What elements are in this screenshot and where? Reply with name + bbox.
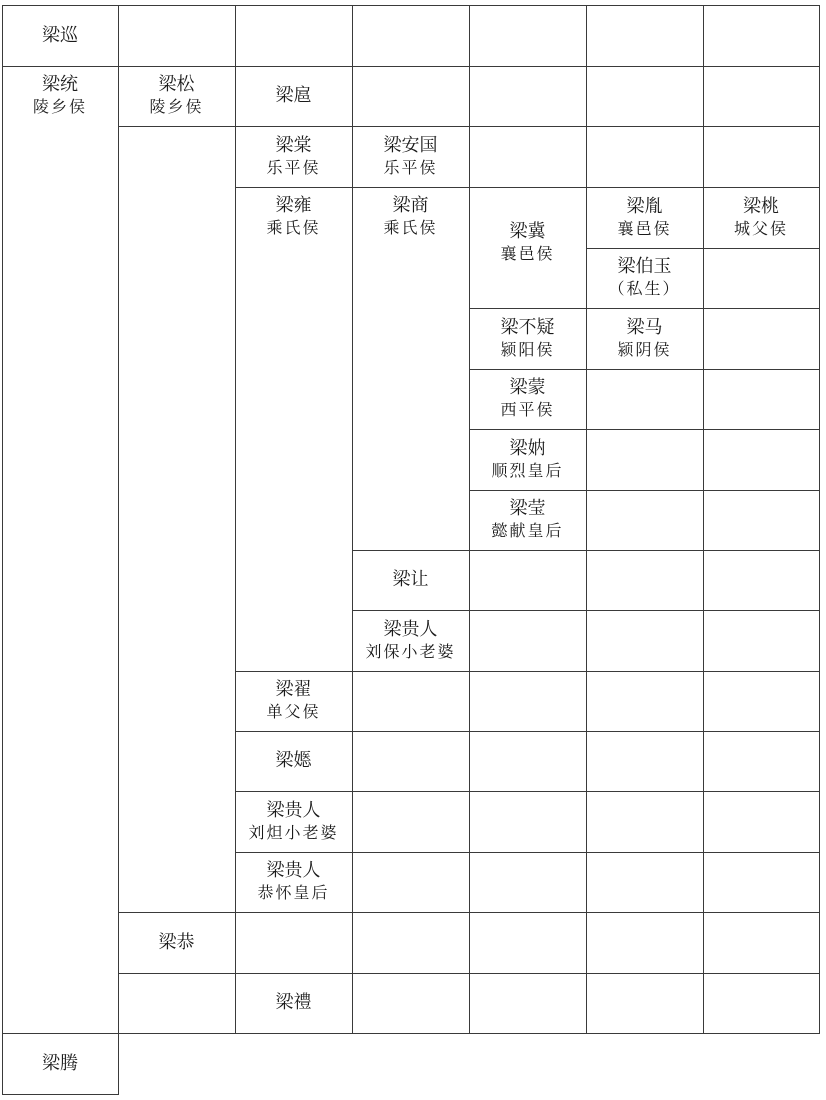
person-name: 梁嫕 [275, 750, 312, 771]
person-liang-anguo [352, 135, 469, 179]
table-cell [352, 5, 470, 67]
table-cell [352, 912, 470, 974]
table-cell [352, 671, 470, 732]
person-liang-song [118, 74, 235, 118]
table-cell [586, 490, 704, 551]
table-cell [469, 731, 587, 792]
person-title: 懿献皇后 [491, 521, 564, 540]
table-cell [586, 429, 704, 491]
table-cell [235, 912, 353, 974]
table-cell [703, 66, 820, 127]
person-name: 梁桃 [743, 196, 779, 217]
person-name: 梁马 [626, 317, 663, 338]
person-liang-yin [586, 196, 703, 240]
person-liang-tao [703, 196, 819, 240]
person-name: 梁蒙 [509, 377, 546, 398]
person-liang-guiren-gonghuai [235, 860, 352, 904]
person-liang-guiren-liubao [352, 619, 469, 663]
person-title: 乘氏侯 [383, 218, 438, 237]
person-name: 梁禮 [275, 992, 312, 1013]
person-liang-tong [2, 74, 118, 118]
person-name: 梁安国 [383, 135, 438, 156]
table-cell [469, 550, 587, 611]
table-cell [352, 731, 470, 792]
table-cell [118, 5, 236, 67]
table-cell [469, 126, 587, 188]
table-cell [703, 671, 820, 732]
person-liang-li [235, 992, 352, 1014]
table-cell [352, 852, 470, 913]
person-title: 刘炟小老婆 [248, 823, 339, 842]
table-cell [703, 610, 820, 672]
person-name: 梁贵人 [266, 800, 321, 821]
table-cell [586, 610, 704, 672]
table-cell [235, 187, 353, 672]
person-name: 梁恭 [158, 932, 195, 953]
person-liang-guiren-liuda [235, 800, 352, 844]
person-liang-rang [352, 569, 469, 591]
genealogy-table [2, 5, 819, 1094]
person-liang-meng [469, 377, 586, 421]
table-cell [703, 490, 820, 551]
table-cell [703, 248, 820, 309]
person-name: 梁冀 [509, 221, 546, 242]
person-name: 梁统 [42, 74, 78, 95]
person-liang-boyu [586, 256, 703, 300]
table-cell [703, 308, 820, 370]
table-cell [703, 912, 820, 974]
person-liang-xun [2, 25, 118, 47]
table-cell [703, 550, 820, 611]
person-name: 梁松 [158, 74, 195, 95]
person-title: 西平侯 [500, 400, 555, 419]
person-title: 乐平侯 [266, 158, 321, 177]
person-liang-tang [235, 135, 352, 179]
person-name: 梁雍 [275, 195, 312, 216]
table-cell [586, 731, 704, 792]
person-name: 梁扈 [275, 85, 312, 106]
table-cell [469, 5, 587, 67]
table-cell [469, 791, 587, 853]
table-cell [586, 550, 704, 611]
person-liang-di [235, 679, 352, 723]
table-cell [469, 973, 587, 1034]
person-title: 襄邑侯 [500, 244, 555, 263]
table-cell [703, 126, 820, 188]
person-liang-hu [235, 85, 352, 107]
table-cell [469, 671, 587, 732]
person-name: 梁让 [392, 569, 429, 590]
person-liang-ying-empress [469, 498, 586, 542]
table-cell [703, 731, 820, 792]
person-liang-na [469, 438, 586, 482]
person-name: 梁商 [392, 195, 429, 216]
table-cell [586, 126, 704, 188]
person-liang-yong [235, 195, 352, 239]
person-name: 梁伯玉 [617, 256, 672, 277]
person-name: 梁翟 [275, 679, 312, 700]
table-cell [118, 973, 236, 1034]
table-cell [703, 852, 820, 913]
table-cell [2, 66, 119, 1034]
person-name: 梁莹 [509, 498, 546, 519]
person-liang-teng [2, 1053, 118, 1075]
table-cell [586, 973, 704, 1034]
table-cell [469, 852, 587, 913]
table-cell [703, 429, 820, 491]
person-name: 梁胤 [626, 196, 663, 217]
table-cell [235, 5, 353, 67]
person-title: （私生） [608, 279, 681, 298]
person-liang-yan [235, 750, 352, 772]
person-name: 梁妠 [509, 438, 546, 459]
person-liang-ji [469, 221, 586, 265]
person-name: 梁贵人 [266, 860, 321, 881]
table-cell [703, 369, 820, 430]
table-cell [586, 369, 704, 430]
person-title: 襄邑侯 [617, 219, 672, 238]
person-name: 梁巡 [42, 25, 78, 46]
table-cell [352, 187, 470, 551]
table-cell [586, 852, 704, 913]
table-cell [586, 791, 704, 853]
person-liang-buyi [469, 317, 586, 361]
table-cell [352, 791, 470, 853]
person-liang-shang [352, 195, 469, 239]
table-cell [703, 5, 820, 67]
person-title: 城父侯 [733, 219, 788, 238]
person-title: 乘氏侯 [266, 218, 321, 237]
person-name: 梁棠 [275, 135, 312, 156]
table-cell [586, 912, 704, 974]
person-liang-ma [586, 317, 703, 361]
table-cell [352, 66, 470, 127]
table-cell [469, 610, 587, 672]
person-title: 乐平侯 [383, 158, 438, 177]
table-cell [352, 973, 470, 1034]
person-title: 陵乡侯 [149, 97, 204, 116]
person-title: 刘保小老婆 [365, 642, 456, 661]
person-title: 顺烈皇后 [491, 461, 564, 480]
person-liang-gong [118, 932, 235, 954]
person-title: 恭怀皇后 [257, 883, 330, 902]
person-title: 颍阳侯 [500, 340, 555, 359]
table-cell [469, 66, 587, 127]
table-cell [703, 973, 820, 1034]
table-cell [586, 5, 704, 67]
person-title: 颍阴侯 [617, 340, 672, 359]
table-cell [586, 66, 704, 127]
table-cell [703, 791, 820, 853]
person-title: 陵乡侯 [32, 97, 87, 116]
person-name: 梁腾 [42, 1053, 78, 1074]
person-title: 单父侯 [266, 702, 321, 721]
table-cell [118, 126, 236, 913]
table-cell [586, 671, 704, 732]
table-cell [469, 912, 587, 974]
person-name: 梁贵人 [383, 619, 438, 640]
person-name: 梁不疑 [500, 317, 555, 338]
